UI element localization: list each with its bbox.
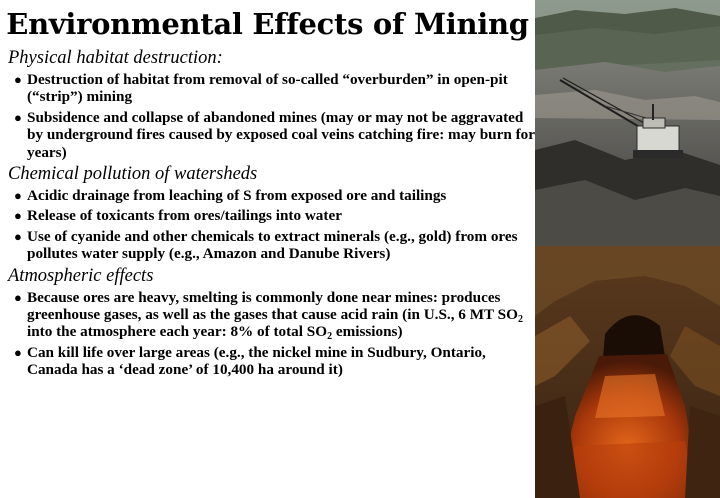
bullet-icon: ●	[14, 109, 22, 125]
strip-mine-image	[535, 0, 720, 246]
acid-drainage-photo	[535, 246, 720, 498]
bullet-text: Because ores are heavy, smelting is commonly done near mines: produces greenhouse gases, as well as the gases that cause acid rain (in U.S., 6 MT $SO_2$ into the atmosphere each year: 8% of total $SO_2$ emissions)	[27, 288, 523, 343]
bullet-icon: ●	[14, 289, 22, 305]
list-item	[8, 187, 536, 204]
bullet-icon: ●	[14, 188, 22, 204]
bullet-icon: ●	[14, 344, 22, 360]
strip-mine-photo	[535, 0, 720, 246]
bullet-list-chemical	[8, 187, 536, 263]
list-item	[8, 289, 536, 341]
section-heading-atmospheric: Atmospheric effects	[8, 265, 154, 286]
bullet-icon: ●	[14, 72, 22, 87]
bullet-text: Acidic drainage from leaching of S from exposed ore and tailings	[27, 187, 447, 205]
bullet-text: Use of cyanide and other chemicals to extract minerals (e.g., gold) from ores pollutes water supply (e.g., Amazon and Danube Rivers)	[27, 227, 518, 263]
section-heading-physical: Physical habitat destruction:	[8, 48, 223, 68]
bullet-text: Can kill life over large areas (e.g., the nickel mine in Sudbury, Ontario, Canada has a ‘dead zone’ of 10,400 ha around it)	[27, 343, 486, 379]
bullet-icon: ●	[14, 228, 22, 244]
slide-content	[8, 48, 536, 382]
list-item	[8, 71, 536, 106]
bullet-list-atmospheric	[8, 289, 536, 379]
bullet-text: Destruction of habitat from removal of so-called “overburden” in open-pit (“strip”) mining	[27, 71, 508, 106]
bullet-list-physical	[8, 71, 536, 161]
list-item	[8, 228, 536, 263]
bullet-text: Subsidence and collapse of abandoned mines (may or may not be aggravated by underground fires caused by exposed coal veins catching fire: may burn for years)	[27, 108, 535, 161]
bullet-icon: ●	[14, 208, 22, 224]
mine-tunnel-image	[535, 246, 720, 498]
bullet-text: Release of toxicants from ores/tailings into water	[27, 207, 342, 225]
slide-title: Environmental Effects of Mining	[6, 7, 529, 41]
section-heading-chemical: Chemical pollution of watersheds	[8, 164, 258, 185]
list-item	[8, 344, 536, 379]
list-item	[8, 207, 536, 224]
list-item	[8, 109, 536, 161]
